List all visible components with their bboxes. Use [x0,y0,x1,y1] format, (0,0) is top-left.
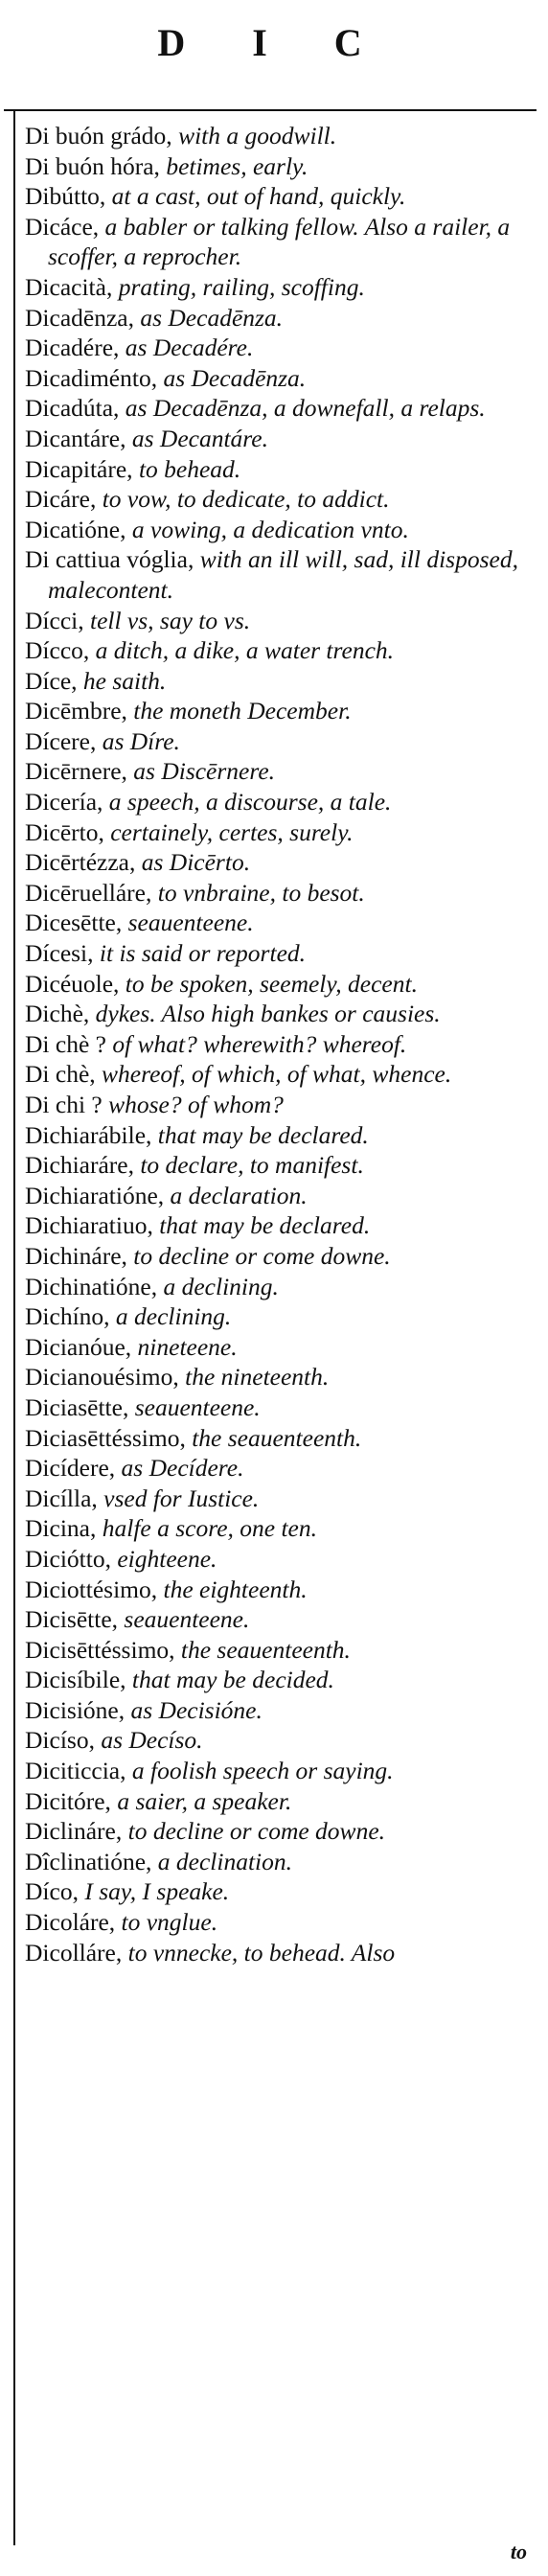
entry-definition: as Decantáre. [126,424,268,452]
dictionary-entry [25,181,519,212]
dictionary-entry [25,333,519,363]
entry-definition: a declining. [157,1272,279,1300]
dictionary-entry [25,212,519,272]
dictionary-entry [25,454,519,485]
entry-headword: Dicisíbile, [25,1666,126,1694]
entry-headword: Díco, [25,1877,79,1906]
entry-headword: Diciticcia, [25,1757,126,1785]
dictionary-entry [25,1484,519,1514]
entry-headword: Dichiarábile, [25,1120,152,1149]
dictionary-entry [25,635,519,666]
entry-headword: Dicoláre, [25,1908,116,1937]
entry-definition: to vow, to dedicate, to addict. [96,485,390,514]
entry-definition: that may be declared. [152,1211,371,1240]
entry-headword: Dicina, [25,1514,97,1543]
entry-definition: a declaration. [164,1181,308,1209]
dictionary-entry [25,1150,519,1181]
entry-definition: a saier, a speaker. [110,1786,292,1815]
entry-definition: to vnnecke, to behead. Also [122,1938,396,1966]
entry-headword: Di chè, [25,1060,96,1089]
entry-headword: Dicianouésimo, [25,1363,179,1392]
entry-definition: whose? of whom? [102,1091,284,1118]
entry-definition: to vnbraine, to besot. [151,878,365,907]
entry-headword: Dicesētte, [25,908,123,937]
dictionary-entry [25,1029,519,1060]
dictionary-entry [25,847,519,878]
entry-definition: prating, railing, scoffing. [112,272,365,301]
dictionary-entry [25,1120,519,1151]
entry-headword: Dichináre, [25,1241,127,1270]
entry-headword: Dicianóue, [25,1332,132,1361]
entry-headword: Dicílla, [25,1484,98,1512]
dictionary-entry [25,1816,519,1847]
entry-definition: dykes. Also high bankes or causies. [89,1000,441,1028]
entry-headword: Díce, [25,666,78,695]
entry-definition: vsed for Iustice. [97,1484,260,1512]
entry-headword: Dicērto, [25,817,104,846]
entry-definition: to decline or come downe. [122,1817,386,1846]
column-rule [13,111,15,2545]
dictionary-entry [25,303,519,334]
dictionary-entry [25,272,519,303]
dictionary-entry [25,1332,519,1363]
dictionary-column [25,121,519,2555]
entry-definition: as Decídere. [115,1454,244,1483]
entry-headword: Dicería, [25,788,103,816]
dictionary-entry [25,363,519,394]
entry-definition: he saith. [77,666,167,695]
entry-definition: as Decadēnza, a downefall, a relaps. [119,394,486,423]
dictionary-entry [25,1059,519,1090]
entry-definition: seauenteene. [122,908,254,937]
dictionary-entry [25,1544,519,1575]
entry-definition: the seauenteenth. [174,1635,351,1664]
dictionary-entry [25,1362,519,1392]
entry-headword: Dicadiménto, [25,363,158,392]
dictionary-entry [25,606,519,636]
entry-headword: Dícere, [25,726,97,755]
entry-headword: Diciasēttéssimo, [25,1423,186,1452]
dictionary-entry [25,1907,519,1938]
dictionary-entry [25,1938,519,1968]
dictionary-entry [25,544,519,605]
dictionary-entry [25,484,519,515]
entry-headword: Dicolláre, [25,1938,123,1966]
dictionary-entry [25,1604,519,1635]
dictionary-entry [25,696,519,726]
entry-headword: Dícci, [25,606,84,634]
entry-headword: Di chi ? [25,1091,103,1118]
entry-definition: seauenteene. [128,1392,261,1421]
entry-definition: nineteene. [131,1332,238,1361]
entry-definition: as Discērnere. [126,757,276,786]
entry-headword: Dichíno, [25,1302,110,1331]
dictionary-entry [25,1241,519,1272]
dictionary-entry [25,424,519,454]
entry-headword: Dichinatióne, [25,1272,158,1300]
dictionary-entry [25,1665,519,1695]
entry-definition: that may be decided. [126,1666,334,1694]
dictionary-entry [25,908,519,938]
entry-headword: Dicēruelláre, [25,878,152,907]
entry-definition: that may be declared. [151,1120,369,1149]
entry-headword: Dicisēttéssimo, [25,1635,175,1664]
entry-definition: whereof, of which, of what, whence. [95,1060,452,1089]
entry-definition: a speech, a discourse, a tale. [103,788,392,816]
entry-headword: Dicadére, [25,334,120,362]
entry-definition: the moneth December. [126,697,352,725]
dictionary-entry [25,666,519,697]
dictionary-entry [25,1301,519,1332]
dictionary-entry [25,726,519,757]
entry-definition: to behead. [132,454,241,483]
entry-headword: Dicisētte, [25,1605,119,1634]
entry-headword: Dícco, [25,636,90,665]
dictionary-entry [25,817,519,848]
entry-headword: Dicērtézza, [25,848,136,877]
entry-definition: with an ill will, sad, ill disposed, malecontent. [48,545,518,604]
entry-definition: as Decíso. [94,1726,203,1755]
entry-definition: betimes, early. [159,151,308,180]
entry-definition: with a goodwill. [171,122,337,150]
entry-headword: Dicíso, [25,1726,95,1755]
entry-headword: Di buón hóra, [25,151,160,180]
dictionary-entry [25,1392,519,1423]
entry-headword: Dicáce, [25,212,100,241]
entry-definition: at a cast, out of hand, quickly. [105,182,406,211]
entry-headword: Dichè, [25,1000,90,1028]
entry-headword: Diciasētte, [25,1392,129,1421]
dictionary-entry [25,938,519,969]
entry-definition: eighteene. [110,1544,217,1573]
entry-headword: Dicitóre, [25,1786,111,1815]
dictionary-entry [25,787,519,817]
dictionary-entry [25,1090,519,1120]
entry-definition: certainely, certes, surely. [103,817,354,846]
dictionary-entry [25,1725,519,1756]
entry-definition: as Decadēnza. [133,303,284,332]
entry-headword: Dicadēnza, [25,303,134,332]
entry-definition: a vowing, a dedication vnto. [126,515,409,543]
dictionary-entry [25,1575,519,1605]
entry-headword: Dichiaráre, [25,1151,134,1180]
entry-headword: Di cattiua vóglia, [25,545,194,574]
dictionary-entry [25,515,519,545]
dictionary-entry [25,1210,519,1241]
dictionary-entry [25,121,519,151]
entry-headword: Dicídere, [25,1454,116,1483]
entry-definition: tell vs, say to vs. [83,606,251,634]
entry-definition: a ditch, a dike, a water trench. [89,636,395,665]
entry-headword: Dicērnere, [25,757,127,786]
entry-definition: I say, I speake. [78,1877,230,1906]
entry-headword: Diclináre, [25,1817,123,1846]
entry-headword: Di chè ? [25,1029,106,1058]
entry-definition: to vnglue. [115,1908,218,1937]
entry-definition: halfe a score, one ten. [96,1514,317,1543]
entry-definition: as Decisióne. [125,1695,263,1724]
entry-definition: to decline or come downe. [126,1241,391,1270]
dictionary-entry [25,756,519,787]
dictionary-entry [25,1695,519,1726]
entry-headword: Dicacità, [25,272,113,301]
entry-headword: Diciottésimo, [25,1575,158,1603]
entry-definition: the eighteenth. [157,1575,308,1603]
entry-headword: Di buón grádo, [25,122,172,150]
dictionary-entry [25,1756,519,1786]
header-rule [4,109,537,111]
entry-headword: Dicatióne, [25,515,126,543]
entry-definition: as Dicērto. [135,848,251,877]
entry-definition: a declination. [151,1847,293,1875]
dictionary-entry [25,1272,519,1302]
entry-definition: the seauenteenth. [185,1423,362,1452]
entry-headword: Dîclinatióne, [25,1847,152,1875]
entry-definition: the nineteenth. [178,1363,330,1392]
entry-definition: to be spoken, seemely, decent. [119,969,418,998]
entry-headword: Dichiaratióne, [25,1181,165,1209]
entry-headword: Dicéuole, [25,969,120,998]
entry-headword: Dicáre, [25,485,97,514]
entry-definition: a babler or talking fellow. Also a railer, a scoffer, a reprocher. [48,212,511,271]
dictionary-entry [25,969,519,1000]
entry-definition: a declining. [109,1302,232,1331]
dictionary-entry [25,1876,519,1907]
dictionary-entry [25,1423,519,1454]
entry-definition: of what? wherewith? whereof. [105,1029,407,1058]
dictionary-entry [25,1635,519,1666]
entry-headword: Dícesi, [25,939,94,968]
dictionary-entry [25,393,519,424]
dictionary-entry [25,151,519,182]
catchword: to [510,2540,527,2564]
dictionary-entry [25,1786,519,1817]
entry-definition: as Díre. [96,726,180,755]
entry-definition: a foolish speech or saying. [126,1757,394,1785]
entry-headword: Dicapitáre, [25,454,133,483]
dictionary-entry [25,999,519,1029]
entry-headword: Diciótto, [25,1544,111,1573]
entry-definition: as Decadēnza. [157,363,307,392]
entry-headword: Dicēmbre, [25,697,127,725]
entry-definition: it is said or reported. [93,939,307,968]
entry-headword: Dicisióne, [25,1695,126,1724]
entry-headword: Dicadúta, [25,394,120,423]
entry-headword: Dichiaratiuo, [25,1211,153,1240]
dictionary-entry [25,1181,519,1211]
entry-definition: to declare, to manifest. [133,1151,364,1180]
dictionary-entry [25,1513,519,1544]
entry-headword: Dicantáre, [25,424,126,452]
running-head: D I C [157,21,391,64]
dictionary-entry [25,1453,519,1484]
dictionary-entry [25,878,519,908]
dictionary-entry [25,1847,519,1877]
entry-definition: as Decadére. [119,334,254,362]
entry-headword: Dibútto, [25,182,106,211]
entry-definition: seauenteene. [118,1605,250,1634]
